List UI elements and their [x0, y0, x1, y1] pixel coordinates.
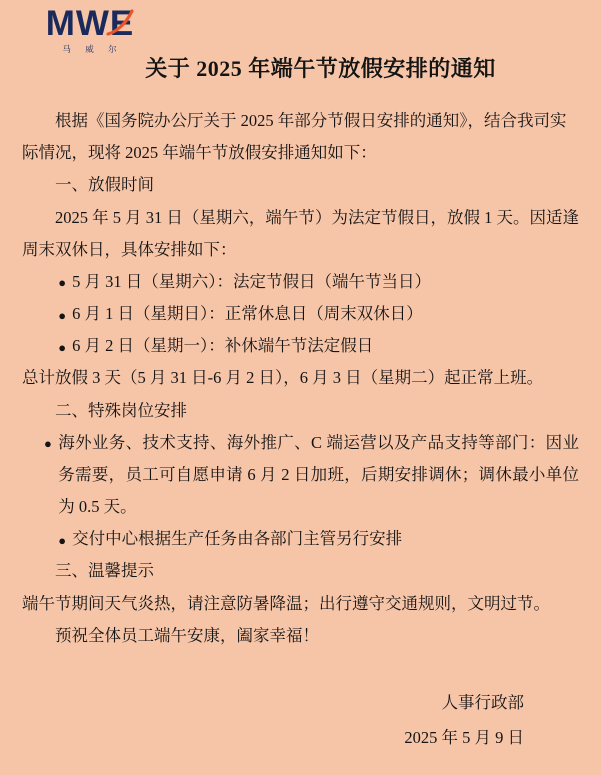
list-item-label: 6 月 2 日（星期一）：补休端午节法定假日	[72, 336, 374, 356]
list-item-label: 5 月 31 日（星期六）：法定节假日（端午节当日）	[72, 271, 432, 291]
paragraph-intro: 根据《国务院办公厅关于 2025 年部分节假日安排的通知》，结合我司实际情况，现将 2025 年端午节放假安排通知如下：	[22, 111, 567, 163]
list-item	[22, 266, 579, 298]
list-item	[22, 330, 579, 362]
bullet-dot-icon: ●	[58, 532, 67, 548]
list-item	[22, 427, 579, 524]
signoff-date: 2025 年 5 月 9 日	[404, 727, 524, 747]
bullet-dot-icon: ●	[58, 307, 67, 323]
list-item-label: 6 月 1 日（星期日）：正常休息日（周末双休日）	[72, 304, 423, 324]
list-item-label: 交付中心根据生产任务由各部门主管另行安排	[72, 529, 403, 549]
list-item	[22, 523, 579, 555]
paragraph-holiday-total: 总计放假 3 天（5 月 31 日-6 月 2 日），6 月 3 日（星期二）起正常上班。	[22, 368, 544, 388]
section-heading-special-roles: 二、特殊岗位安排	[55, 400, 187, 420]
page-title: 关于 2025 年端午节放假安排的通知	[145, 56, 496, 81]
logo-subtext: 马 威 尔	[62, 44, 123, 54]
signoff-department: 人事行政部	[441, 692, 524, 712]
list-item-label: 海外业务、技术支持、海外推广、C 端运营以及产品支持等部门：因业务需要，员工可自愿申请 6 月 2 日加班，后期安排调休；调休最小单位为 0.5 天。	[58, 432, 579, 517]
bullet-dot-icon: ●	[44, 436, 53, 452]
logo-wordmark-text: MWE	[45, 4, 135, 43]
list-item	[22, 298, 579, 330]
paragraph-wishes: 预祝全体员工端午安康，阖家幸福！	[55, 625, 319, 645]
logo-wordmark	[46, 6, 135, 41]
signoff-block	[22, 686, 579, 755]
company-logo	[30, 6, 150, 54]
paragraph-holiday-detail: 2025 年 5 月 31 日（星期六，端午节）为法定节假日，放假 1 天。因适逢周末双休日，具体安排如下：	[22, 207, 579, 259]
document-body	[22, 105, 579, 652]
bullet-dot-icon: ●	[58, 275, 67, 291]
paragraph-reminder-detail: 端午节期间天气炎热，请注意防暑降温；出行遵守交通规则，文明过节。	[22, 593, 550, 613]
section-heading-holiday-period: 一、放假时间	[55, 175, 154, 195]
bullet-dot-icon: ●	[58, 339, 67, 355]
section-heading-reminder: 三、温馨提示	[55, 561, 154, 581]
